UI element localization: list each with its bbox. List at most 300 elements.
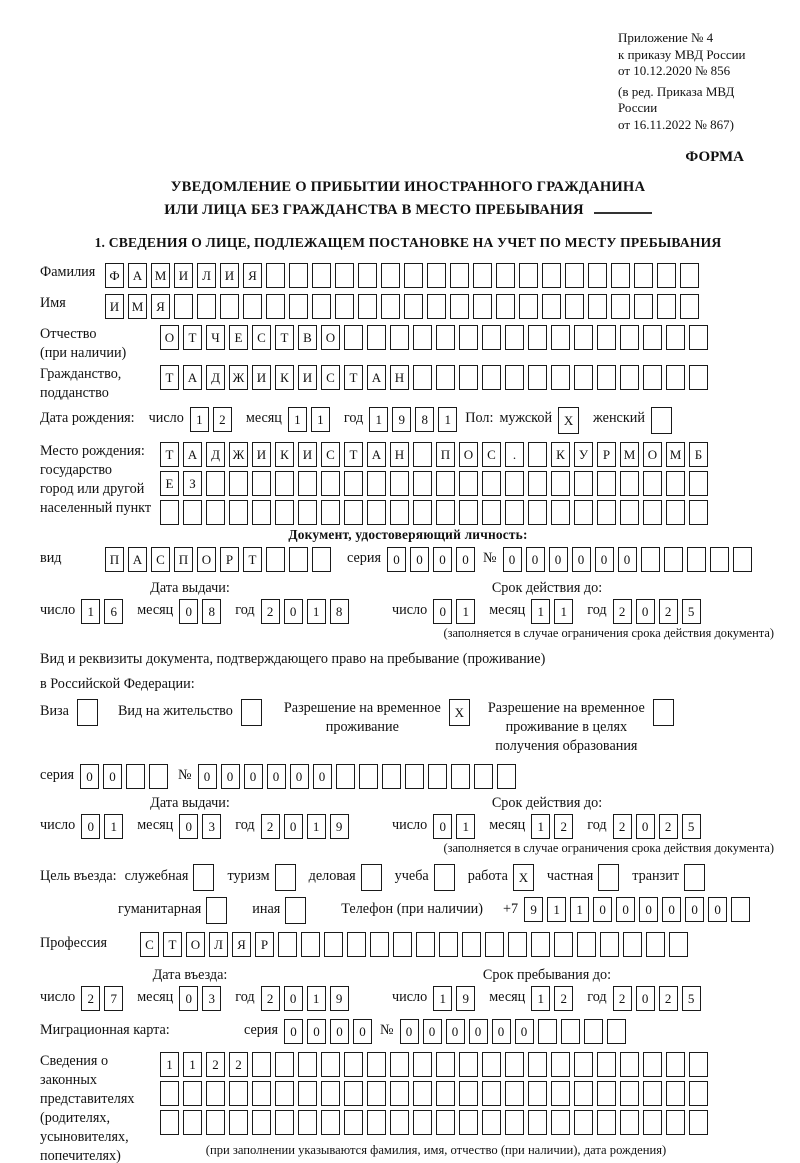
char-cell[interactable] [528,1081,547,1106]
char-cell[interactable]: 1 [456,599,475,624]
char-cell[interactable] [436,471,455,496]
purpose-official-checkbox[interactable] [193,864,214,891]
char-cell[interactable] [358,294,377,319]
char-cell[interactable] [689,1052,708,1077]
char-cell[interactable]: 0 [636,599,655,624]
char-cell[interactable]: 0 [244,764,263,789]
char-cell[interactable]: А [128,547,147,572]
char-cell[interactable] [381,294,400,319]
char-cell[interactable] [393,932,412,957]
birth-month-input[interactable] [288,407,334,432]
purpose-study-checkbox[interactable] [434,864,455,891]
char-cell[interactable] [413,442,432,467]
char-cell[interactable] [404,294,423,319]
char-cell[interactable] [367,500,386,525]
issue-year-input[interactable] [261,599,353,624]
issue-month-input[interactable] [179,599,225,624]
char-cell[interactable] [496,294,515,319]
char-cell[interactable]: 0 [662,897,681,922]
char-cell[interactable] [405,764,424,789]
char-cell[interactable] [459,1052,478,1077]
char-cell[interactable]: 3 [202,814,221,839]
char-cell[interactable] [450,263,469,288]
purpose-work-checkbox[interactable]: X [513,864,534,891]
char-cell[interactable] [298,471,317,496]
char-cell[interactable] [321,500,340,525]
char-cell[interactable] [574,365,593,390]
char-cell[interactable]: 1 [288,407,307,432]
char-cell[interactable] [301,932,320,957]
char-cell[interactable] [321,1081,340,1106]
char-cell[interactable] [620,471,639,496]
char-cell[interactable]: 0 [572,547,591,572]
valid-month-input[interactable] [531,599,577,624]
char-cell[interactable]: 8 [330,599,349,624]
char-cell[interactable]: П [436,442,455,467]
phone-input[interactable] [524,897,754,922]
valid-day-input[interactable] [433,599,479,624]
visa-checkbox[interactable] [77,699,98,726]
char-cell[interactable]: 0 [469,1019,488,1044]
purpose-private-checkbox[interactable] [598,864,619,891]
char-cell[interactable] [229,500,248,525]
char-cell[interactable] [519,263,538,288]
char-cell[interactable] [551,1081,570,1106]
char-cell[interactable] [370,932,389,957]
char-cell[interactable] [358,263,377,288]
char-cell[interactable] [459,1110,478,1135]
char-cell[interactable] [381,263,400,288]
char-cell[interactable] [174,294,193,319]
char-cell[interactable] [574,471,593,496]
char-cell[interactable]: Б [689,442,708,467]
char-cell[interactable] [416,932,435,957]
char-cell[interactable]: Я [151,294,170,319]
char-cell[interactable] [413,500,432,525]
char-cell[interactable]: Ч [206,325,225,350]
char-cell[interactable] [382,764,401,789]
char-cell[interactable] [657,294,676,319]
permit-valid-day-input[interactable] [433,814,479,839]
char-cell[interactable]: 0 [284,1019,303,1044]
char-cell[interactable]: 0 [103,764,122,789]
char-cell[interactable] [505,365,524,390]
char-cell[interactable]: Я [232,932,251,957]
char-cell[interactable] [474,764,493,789]
char-cell[interactable]: 0 [639,897,658,922]
char-cell[interactable]: 0 [267,764,286,789]
stay-month-input[interactable] [531,986,577,1011]
char-cell[interactable] [344,1052,363,1077]
permit-valid-year-input[interactable] [613,814,705,839]
char-cell[interactable] [666,365,685,390]
char-cell[interactable] [574,500,593,525]
char-cell[interactable]: 0 [593,897,612,922]
char-cell[interactable]: И [298,365,317,390]
char-cell[interactable]: 1 [307,814,326,839]
char-cell[interactable] [298,1110,317,1135]
char-cell[interactable]: 1 [433,986,452,1011]
char-cell[interactable]: К [551,442,570,467]
char-cell[interactable] [528,365,547,390]
char-cell[interactable] [611,294,630,319]
char-cell[interactable]: С [151,547,170,572]
char-cell[interactable] [413,471,432,496]
char-cell[interactable] [312,547,331,572]
char-cell[interactable]: 0 [433,547,452,572]
char-cell[interactable] [482,1081,501,1106]
char-cell[interactable]: 1 [307,986,326,1011]
char-cell[interactable] [266,263,285,288]
char-cell[interactable] [436,500,455,525]
char-cell[interactable] [321,1052,340,1077]
char-cell[interactable] [243,294,262,319]
char-cell[interactable]: 2 [659,814,678,839]
char-cell[interactable]: 2 [554,814,573,839]
patronymic-input[interactable] [160,325,712,350]
char-cell[interactable]: Ж [229,442,248,467]
char-cell[interactable]: 0 [353,1019,372,1044]
purpose-humanitarian-checkbox[interactable] [206,897,227,924]
char-cell[interactable]: А [128,263,147,288]
char-cell[interactable] [367,325,386,350]
char-cell[interactable] [367,1052,386,1077]
char-cell[interactable] [600,932,619,957]
char-cell[interactable] [183,500,202,525]
char-cell[interactable] [367,1081,386,1106]
char-cell[interactable] [634,294,653,319]
char-cell[interactable] [229,471,248,496]
char-cell[interactable] [335,294,354,319]
char-cell[interactable] [505,1081,524,1106]
char-cell[interactable]: 8 [415,407,434,432]
char-cell[interactable]: 0 [387,547,406,572]
char-cell[interactable] [664,547,683,572]
char-cell[interactable]: В [298,325,317,350]
char-cell[interactable] [436,325,455,350]
purpose-other-checkbox[interactable] [285,897,306,924]
char-cell[interactable] [462,932,481,957]
char-cell[interactable] [542,263,561,288]
char-cell[interactable] [298,1081,317,1106]
char-cell[interactable] [666,471,685,496]
char-cell[interactable] [643,325,662,350]
char-cell[interactable] [505,471,524,496]
birth-day-input[interactable] [190,407,236,432]
char-cell[interactable] [459,471,478,496]
char-cell[interactable] [497,764,516,789]
char-cell[interactable]: С [482,442,501,467]
char-cell[interactable]: 0 [423,1019,442,1044]
char-cell[interactable]: 1 [160,1052,179,1077]
char-cell[interactable]: 1 [531,814,550,839]
char-cell[interactable] [252,1052,271,1077]
char-cell[interactable] [436,365,455,390]
issue-day-input[interactable] [81,599,127,624]
char-cell[interactable] [554,932,573,957]
char-cell[interactable] [160,1110,179,1135]
char-cell[interactable] [666,1052,685,1077]
char-cell[interactable] [528,1110,547,1135]
char-cell[interactable] [335,263,354,288]
char-cell[interactable] [459,365,478,390]
entry-year-input[interactable] [261,986,353,1011]
char-cell[interactable] [278,932,297,957]
permit-issue-month-input[interactable] [179,814,225,839]
char-cell[interactable] [574,1052,593,1077]
char-cell[interactable] [689,500,708,525]
char-cell[interactable] [657,263,676,288]
char-cell[interactable]: 0 [81,814,100,839]
char-cell[interactable] [312,294,331,319]
birthplace-line2-input[interactable] [160,471,712,496]
char-cell[interactable] [584,1019,603,1044]
char-cell[interactable] [620,325,639,350]
char-cell[interactable] [611,263,630,288]
char-cell[interactable] [551,500,570,525]
char-cell[interactable] [413,1081,432,1106]
char-cell[interactable] [206,1110,225,1135]
char-cell[interactable] [485,932,504,957]
temp-residence-checkbox[interactable]: X [449,699,470,726]
char-cell[interactable] [620,500,639,525]
char-cell[interactable] [436,1052,455,1077]
char-cell[interactable]: Т [163,932,182,957]
char-cell[interactable] [197,294,216,319]
char-cell[interactable] [689,471,708,496]
char-cell[interactable] [542,294,561,319]
char-cell[interactable] [551,325,570,350]
char-cell[interactable]: 2 [659,986,678,1011]
char-cell[interactable] [459,500,478,525]
char-cell[interactable]: Д [206,365,225,390]
char-cell[interactable] [482,500,501,525]
char-cell[interactable]: 0 [446,1019,465,1044]
char-cell[interactable] [597,471,616,496]
char-cell[interactable]: Т [344,442,363,467]
char-cell[interactable] [413,1052,432,1077]
char-cell[interactable] [528,1052,547,1077]
char-cell[interactable]: С [140,932,159,957]
char-cell[interactable]: Е [229,325,248,350]
char-cell[interactable] [528,442,547,467]
char-cell[interactable]: О [160,325,179,350]
char-cell[interactable]: П [105,547,124,572]
char-cell[interactable]: О [643,442,662,467]
char-cell[interactable] [459,1081,478,1106]
char-cell[interactable] [344,325,363,350]
char-cell[interactable] [551,1110,570,1135]
char-cell[interactable]: 1 [531,599,550,624]
purpose-business-checkbox[interactable] [361,864,382,891]
char-cell[interactable]: 0 [526,547,545,572]
char-cell[interactable] [482,1110,501,1135]
char-cell[interactable] [505,325,524,350]
char-cell[interactable]: 0 [284,814,303,839]
char-cell[interactable]: И [252,365,271,390]
char-cell[interactable] [347,932,366,957]
char-cell[interactable] [519,294,538,319]
char-cell[interactable]: 1 [104,814,123,839]
char-cell[interactable] [289,294,308,319]
char-cell[interactable] [427,294,446,319]
char-cell[interactable] [528,500,547,525]
permit-issue-day-input[interactable] [81,814,127,839]
char-cell[interactable]: 0 [492,1019,511,1044]
char-cell[interactable] [367,1110,386,1135]
char-cell[interactable] [531,932,550,957]
char-cell[interactable]: О [321,325,340,350]
char-cell[interactable] [687,547,706,572]
char-cell[interactable] [565,294,584,319]
valid-year-input[interactable] [613,599,705,624]
char-cell[interactable] [289,263,308,288]
char-cell[interactable] [359,764,378,789]
char-cell[interactable]: М [151,263,170,288]
doc-series-input[interactable] [387,547,479,572]
char-cell[interactable] [451,764,470,789]
char-cell[interactable] [597,1110,616,1135]
char-cell[interactable]: Е [160,471,179,496]
char-cell[interactable]: 1 [456,814,475,839]
char-cell[interactable] [646,932,665,957]
char-cell[interactable] [666,500,685,525]
char-cell[interactable]: О [186,932,205,957]
char-cell[interactable] [669,932,688,957]
char-cell[interactable]: А [183,442,202,467]
char-cell[interactable]: Т [183,325,202,350]
char-cell[interactable]: 3 [202,986,221,1011]
citizenship-input[interactable] [160,365,712,390]
char-cell[interactable]: С [252,325,271,350]
char-cell[interactable] [275,1081,294,1106]
char-cell[interactable]: 0 [330,1019,349,1044]
char-cell[interactable] [551,365,570,390]
char-cell[interactable] [252,1110,271,1135]
char-cell[interactable]: 9 [392,407,411,432]
char-cell[interactable] [220,294,239,319]
char-cell[interactable]: 1 [531,986,550,1011]
char-cell[interactable]: Р [255,932,274,957]
char-cell[interactable] [321,1110,340,1135]
char-cell[interactable] [505,1110,524,1135]
char-cell[interactable] [275,1052,294,1077]
char-cell[interactable] [390,500,409,525]
char-cell[interactable] [229,1110,248,1135]
char-cell[interactable]: 8 [202,599,221,624]
purpose-transit-checkbox[interactable] [684,864,705,891]
sex-female-checkbox[interactable] [651,407,672,434]
temp-residence-education-checkbox[interactable] [653,699,674,726]
char-cell[interactable] [312,263,331,288]
char-cell[interactable]: . [505,442,524,467]
char-cell[interactable] [275,1110,294,1135]
char-cell[interactable]: 0 [456,547,475,572]
char-cell[interactable] [428,764,447,789]
char-cell[interactable] [367,471,386,496]
char-cell[interactable] [689,1110,708,1135]
char-cell[interactable] [473,263,492,288]
char-cell[interactable] [436,1081,455,1106]
char-cell[interactable]: 1 [307,599,326,624]
char-cell[interactable]: 0 [179,986,198,1011]
permit-issue-year-input[interactable] [261,814,353,839]
char-cell[interactable]: 1 [183,1052,202,1077]
char-cell[interactable] [588,263,607,288]
entry-month-input[interactable] [179,986,225,1011]
char-cell[interactable] [508,932,527,957]
char-cell[interactable]: 0 [595,547,614,572]
char-cell[interactable] [666,1110,685,1135]
char-cell[interactable] [597,365,616,390]
char-cell[interactable]: 2 [206,1052,225,1077]
char-cell[interactable] [413,325,432,350]
char-cell[interactable] [666,1081,685,1106]
char-cell[interactable]: 0 [433,814,452,839]
char-cell[interactable] [597,325,616,350]
char-cell[interactable]: 2 [613,814,632,839]
char-cell[interactable] [689,1081,708,1106]
char-cell[interactable]: Т [275,325,294,350]
char-cell[interactable]: С [321,365,340,390]
char-cell[interactable] [597,1081,616,1106]
residence-permit-checkbox[interactable] [241,699,262,726]
char-cell[interactable]: 2 [659,599,678,624]
char-cell[interactable] [643,365,662,390]
char-cell[interactable] [390,471,409,496]
char-cell[interactable] [607,1019,626,1044]
char-cell[interactable]: П [174,547,193,572]
char-cell[interactable]: 2 [229,1052,248,1077]
char-cell[interactable]: Т [160,365,179,390]
char-cell[interactable]: 9 [330,986,349,1011]
char-cell[interactable]: А [183,365,202,390]
char-cell[interactable]: И [220,263,239,288]
migration-number-input[interactable] [400,1019,630,1044]
char-cell[interactable]: 2 [613,599,632,624]
char-cell[interactable] [336,764,355,789]
doc-number-input[interactable] [503,547,756,572]
char-cell[interactable] [561,1019,580,1044]
char-cell[interactable]: 1 [81,599,100,624]
char-cell[interactable]: И [105,294,124,319]
char-cell[interactable]: 0 [636,986,655,1011]
char-cell[interactable]: У [574,442,593,467]
char-cell[interactable] [450,294,469,319]
char-cell[interactable]: 0 [313,764,332,789]
char-cell[interactable] [324,932,343,957]
char-cell[interactable] [160,500,179,525]
char-cell[interactable]: М [666,442,685,467]
char-cell[interactable]: 9 [330,814,349,839]
char-cell[interactable] [689,365,708,390]
char-cell[interactable]: 0 [410,547,429,572]
char-cell[interactable]: 2 [261,986,280,1011]
doc-type-input[interactable] [105,547,335,572]
char-cell[interactable]: 9 [456,986,475,1011]
char-cell[interactable] [731,897,750,922]
stay-year-input[interactable] [613,986,705,1011]
char-cell[interactable] [565,263,584,288]
birthplace-line3-input[interactable] [160,500,712,525]
char-cell[interactable]: Т [160,442,179,467]
char-cell[interactable]: 5 [682,986,701,1011]
char-cell[interactable] [275,500,294,525]
entry-day-input[interactable] [81,986,127,1011]
char-cell[interactable] [666,325,685,350]
char-cell[interactable] [482,365,501,390]
permit-valid-month-input[interactable] [531,814,577,839]
